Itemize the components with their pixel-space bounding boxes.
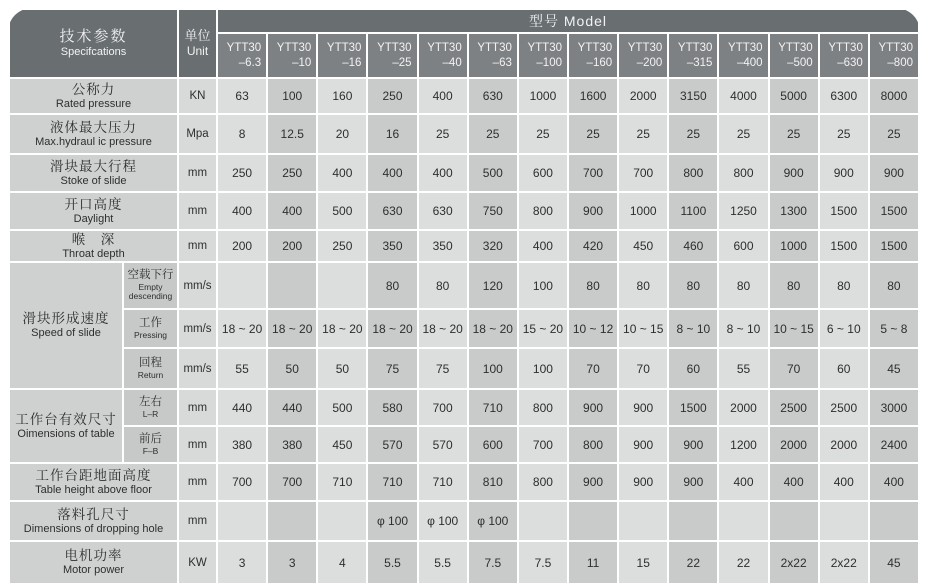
unit-cell: mm xyxy=(179,502,216,540)
data-cell: 570 xyxy=(419,427,467,462)
data-cell: 50 xyxy=(318,349,366,388)
data-cell: 6300 xyxy=(820,79,868,113)
row-label: 开口高度 Daylight xyxy=(10,193,177,229)
data-cell: 400 xyxy=(870,464,918,500)
data-cell: 7.5 xyxy=(519,542,567,583)
data-cell: φ 100 xyxy=(368,502,416,540)
data-cell: 80 xyxy=(368,263,416,308)
data-cell: 1250 xyxy=(719,193,767,229)
table-row xyxy=(10,542,918,583)
data-cell: 380 xyxy=(218,427,266,462)
model-column-header: YTT30 –100 xyxy=(519,34,567,77)
data-cell: 1600 xyxy=(569,79,617,113)
data-cell xyxy=(619,502,667,540)
data-cell: 2000 xyxy=(619,79,667,113)
data-cell xyxy=(318,502,366,540)
unit-cell: mm/s xyxy=(179,310,216,347)
row-label: 喉 深 Throat depth xyxy=(10,231,177,261)
data-cell: 60 xyxy=(820,349,868,388)
spec-header-en: Specifcations xyxy=(60,46,127,59)
row-sublabel: 回程 Return xyxy=(124,349,177,388)
row-group-label: 工作台有效尺寸 Oimensions of table xyxy=(10,390,122,462)
data-cell: 5.5 xyxy=(368,542,416,583)
data-cell: 8 ~ 10 xyxy=(719,310,767,347)
data-cell: 80 xyxy=(820,263,868,308)
row-label: 公称力 Rated pressure xyxy=(10,79,177,113)
data-cell: 900 xyxy=(619,390,667,425)
data-cell: 570 xyxy=(368,427,416,462)
model-header-row xyxy=(10,10,918,32)
data-cell: 350 xyxy=(368,231,416,261)
data-cell: 460 xyxy=(669,231,717,261)
data-cell: 70 xyxy=(619,349,667,388)
data-cell: 800 xyxy=(569,427,617,462)
data-cell: 15 ~ 20 xyxy=(519,310,567,347)
data-cell xyxy=(870,502,918,540)
table-row xyxy=(10,193,918,229)
data-cell: 250 xyxy=(368,79,416,113)
data-cell: 25 xyxy=(419,115,467,153)
data-cell: 380 xyxy=(268,427,316,462)
data-cell: 1000 xyxy=(619,193,667,229)
data-cell: 900 xyxy=(569,193,617,229)
data-cell: 800 xyxy=(669,155,717,191)
data-cell: 80 xyxy=(419,263,467,308)
table-row xyxy=(10,231,918,261)
data-cell: 18 ~ 20 xyxy=(318,310,366,347)
unit-cell: Mpa xyxy=(179,115,216,153)
data-cell: 630 xyxy=(419,193,467,229)
model-column-header: YTT30 –500 xyxy=(770,34,818,77)
data-cell: 400 xyxy=(820,464,868,500)
data-cell: 600 xyxy=(519,155,567,191)
data-cell: 22 xyxy=(719,542,767,583)
data-cell: 630 xyxy=(368,193,416,229)
data-cell: 580 xyxy=(368,390,416,425)
data-cell: 45 xyxy=(870,542,918,583)
data-cell: 710 xyxy=(419,464,467,500)
data-cell: 25 xyxy=(870,115,918,153)
data-cell: 3 xyxy=(218,542,266,583)
data-cell: 10 ~ 12 xyxy=(569,310,617,347)
data-cell: 900 xyxy=(820,155,868,191)
data-cell: 700 xyxy=(519,427,567,462)
data-cell: 100 xyxy=(469,349,517,388)
row-sublabel: 左右 L–R xyxy=(124,390,177,425)
data-cell: 60 xyxy=(669,349,717,388)
data-cell: 1200 xyxy=(719,427,767,462)
model-column-header: YTT30 –10 xyxy=(268,34,316,77)
data-cell: 400 xyxy=(770,464,818,500)
data-cell: 800 xyxy=(519,464,567,500)
table-row xyxy=(10,427,918,462)
data-cell: 160 xyxy=(318,79,366,113)
data-cell: 400 xyxy=(419,155,467,191)
data-cell: 5 ~ 8 xyxy=(870,310,918,347)
data-cell: 500 xyxy=(318,193,366,229)
unit-cell: mm/s xyxy=(179,263,216,308)
data-cell: 70 xyxy=(770,349,818,388)
data-cell: 700 xyxy=(619,155,667,191)
data-cell: 800 xyxy=(519,390,567,425)
data-cell: 450 xyxy=(619,231,667,261)
table-row xyxy=(10,390,918,425)
data-cell: 75 xyxy=(368,349,416,388)
data-cell: 420 xyxy=(569,231,617,261)
unit-cell: KW xyxy=(179,542,216,583)
data-cell: 710 xyxy=(368,464,416,500)
data-cell: 700 xyxy=(419,390,467,425)
data-cell: 25 xyxy=(569,115,617,153)
data-cell: 5.5 xyxy=(419,542,467,583)
data-cell: 2500 xyxy=(770,390,818,425)
data-cell: 440 xyxy=(218,390,266,425)
data-cell: 80 xyxy=(770,263,818,308)
data-cell: 630 xyxy=(469,79,517,113)
table-row xyxy=(10,502,918,540)
spec-table-wrap xyxy=(8,8,920,585)
unit-cell: mm xyxy=(179,193,216,229)
row-label: 滑块最大行程 Stoke of slide xyxy=(10,155,177,191)
data-cell: 600 xyxy=(469,427,517,462)
data-cell: 1000 xyxy=(519,79,567,113)
table-row xyxy=(10,263,918,308)
row-label: 落料孔尺寸 Dimensions of dropping hole xyxy=(10,502,177,540)
data-cell: 900 xyxy=(619,427,667,462)
model-column-header: YTT30 –630 xyxy=(820,34,868,77)
data-cell xyxy=(820,502,868,540)
data-cell: 22 xyxy=(669,542,717,583)
data-cell: 25 xyxy=(519,115,567,153)
data-cell: 200 xyxy=(268,231,316,261)
table-row xyxy=(10,79,918,113)
data-cell: 1500 xyxy=(870,193,918,229)
data-cell: 900 xyxy=(669,427,717,462)
data-cell xyxy=(318,263,366,308)
data-cell: 63 xyxy=(218,79,266,113)
row-label: 工作台距地面高度 Table height above floor xyxy=(10,464,177,500)
data-cell: 900 xyxy=(770,155,818,191)
data-cell: 1300 xyxy=(770,193,818,229)
row-group-label: 滑块形成速度 Speed of slide xyxy=(10,263,122,388)
data-cell: 4000 xyxy=(719,79,767,113)
data-cell: 2500 xyxy=(820,390,868,425)
model-column-header: YTT30 –63 xyxy=(469,34,517,77)
data-cell: 710 xyxy=(318,464,366,500)
data-cell xyxy=(770,502,818,540)
data-cell: 400 xyxy=(218,193,266,229)
row-sublabel: 工作 Pressing xyxy=(124,310,177,347)
unit-cell: mm xyxy=(179,155,216,191)
data-cell: 80 xyxy=(619,263,667,308)
data-cell: 700 xyxy=(569,155,617,191)
data-cell: 440 xyxy=(268,390,316,425)
data-cell: 55 xyxy=(719,349,767,388)
spec-table xyxy=(8,8,920,585)
data-cell: 8000 xyxy=(870,79,918,113)
unit-cell: mm xyxy=(179,464,216,500)
data-cell: 11 xyxy=(569,542,617,583)
data-cell: 900 xyxy=(569,464,617,500)
unit-header-zh: 单位 xyxy=(184,28,211,44)
data-cell xyxy=(268,502,316,540)
data-cell: 810 xyxy=(469,464,517,500)
data-cell: 1000 xyxy=(770,231,818,261)
data-cell: 100 xyxy=(519,349,567,388)
table-row xyxy=(10,115,918,153)
data-cell xyxy=(669,502,717,540)
table-row xyxy=(10,349,918,388)
table-row xyxy=(10,464,918,500)
data-cell: 400 xyxy=(268,193,316,229)
data-cell: 5000 xyxy=(770,79,818,113)
data-cell xyxy=(218,502,266,540)
data-cell: 3 xyxy=(268,542,316,583)
data-cell: 10 ~ 15 xyxy=(619,310,667,347)
data-cell: 3150 xyxy=(669,79,717,113)
spec-header-cell xyxy=(10,10,177,77)
data-cell: 75 xyxy=(419,349,467,388)
data-cell: 18 ~ 20 xyxy=(419,310,467,347)
data-cell: 18 ~ 20 xyxy=(268,310,316,347)
model-column-header: YTT30 –160 xyxy=(569,34,617,77)
data-cell: 80 xyxy=(569,263,617,308)
table-row xyxy=(10,310,918,347)
model-column-header: YTT30 –200 xyxy=(619,34,667,77)
model-header-cell: 型号 Model xyxy=(218,10,918,32)
data-cell xyxy=(218,263,266,308)
data-cell: 2000 xyxy=(820,427,868,462)
data-cell: 350 xyxy=(419,231,467,261)
unit-cell: mm xyxy=(179,390,216,425)
data-cell: 900 xyxy=(669,464,717,500)
data-cell: 1100 xyxy=(669,193,717,229)
data-cell: 2000 xyxy=(719,390,767,425)
data-cell: 2000 xyxy=(770,427,818,462)
data-cell: 900 xyxy=(619,464,667,500)
model-column-header: YTT30 –6.3 xyxy=(218,34,266,77)
data-cell: 1500 xyxy=(669,390,717,425)
unit-cell: mm xyxy=(179,231,216,261)
data-cell: 800 xyxy=(519,193,567,229)
data-cell: 18 ~ 20 xyxy=(469,310,517,347)
data-cell: 3000 xyxy=(870,390,918,425)
data-cell: 8 xyxy=(218,115,266,153)
unit-header-cell xyxy=(179,10,216,77)
data-cell: 710 xyxy=(469,390,517,425)
data-cell: 400 xyxy=(519,231,567,261)
row-sublabel: 空载下行 Empty descending xyxy=(124,263,177,308)
unit-header-en: Unit xyxy=(186,44,209,59)
data-cell: 45 xyxy=(870,349,918,388)
data-cell: 80 xyxy=(870,263,918,308)
data-cell: 8 ~ 10 xyxy=(669,310,717,347)
data-cell: 55 xyxy=(218,349,266,388)
spec-header-zh: 技术参数 xyxy=(59,27,128,45)
data-cell: 50 xyxy=(268,349,316,388)
data-cell: 2x22 xyxy=(820,542,868,583)
data-cell: 2x22 xyxy=(770,542,818,583)
data-cell: 12.5 xyxy=(268,115,316,153)
data-cell: 800 xyxy=(719,155,767,191)
data-cell: 25 xyxy=(770,115,818,153)
data-cell: 15 xyxy=(619,542,667,583)
model-column-header: YTT30 –315 xyxy=(669,34,717,77)
data-cell: 400 xyxy=(318,155,366,191)
unit-cell: mm xyxy=(179,427,216,462)
data-cell: 250 xyxy=(218,155,266,191)
data-cell: φ 100 xyxy=(419,502,467,540)
data-cell: 1500 xyxy=(820,193,868,229)
data-cell xyxy=(719,502,767,540)
row-label: 电机功率 Motor power xyxy=(10,542,177,583)
data-cell: 80 xyxy=(719,263,767,308)
data-cell xyxy=(519,502,567,540)
data-cell: 100 xyxy=(519,263,567,308)
data-cell: 700 xyxy=(218,464,266,500)
row-sublabel: 前后 F–B xyxy=(124,427,177,462)
data-cell: 750 xyxy=(469,193,517,229)
data-cell: 200 xyxy=(218,231,266,261)
data-cell: 1500 xyxy=(820,231,868,261)
data-cell: 2400 xyxy=(870,427,918,462)
data-cell xyxy=(268,263,316,308)
data-cell: 18 ~ 20 xyxy=(368,310,416,347)
data-cell: 250 xyxy=(268,155,316,191)
data-cell: 400 xyxy=(419,79,467,113)
data-cell: 4 xyxy=(318,542,366,583)
data-cell: 25 xyxy=(469,115,517,153)
data-cell: 6 ~ 10 xyxy=(820,310,868,347)
model-column-header: YTT30 –16 xyxy=(318,34,366,77)
data-cell: 25 xyxy=(719,115,767,153)
data-cell: 25 xyxy=(619,115,667,153)
data-cell: 400 xyxy=(368,155,416,191)
data-cell: φ 100 xyxy=(469,502,517,540)
data-cell xyxy=(569,502,617,540)
data-cell: 16 xyxy=(368,115,416,153)
data-cell: 500 xyxy=(318,390,366,425)
model-column-header: YTT30 –25 xyxy=(368,34,416,77)
row-label: 液体最大压力 Max.hydraul ic pressure xyxy=(10,115,177,153)
data-cell: 18 ~ 20 xyxy=(218,310,266,347)
data-cell: 20 xyxy=(318,115,366,153)
data-cell: 1500 xyxy=(870,231,918,261)
data-cell: 500 xyxy=(469,155,517,191)
data-cell: 600 xyxy=(719,231,767,261)
data-cell: 100 xyxy=(268,79,316,113)
data-cell: 320 xyxy=(469,231,517,261)
model-column-header: YTT30 –800 xyxy=(870,34,918,77)
data-cell: 400 xyxy=(719,464,767,500)
data-cell: 120 xyxy=(469,263,517,308)
model-column-header: YTT30 –400 xyxy=(719,34,767,77)
data-cell: 70 xyxy=(569,349,617,388)
data-cell: 25 xyxy=(820,115,868,153)
model-column-header: YTT30 –40 xyxy=(419,34,467,77)
unit-cell: KN xyxy=(179,79,216,113)
data-cell: 80 xyxy=(669,263,717,308)
data-cell: 900 xyxy=(870,155,918,191)
data-cell: 7.5 xyxy=(469,542,517,583)
data-cell: 250 xyxy=(318,231,366,261)
data-cell: 10 ~ 15 xyxy=(770,310,818,347)
data-cell: 25 xyxy=(669,115,717,153)
data-cell: 450 xyxy=(318,427,366,462)
data-cell: 900 xyxy=(569,390,617,425)
unit-cell: mm/s xyxy=(179,349,216,388)
table-row xyxy=(10,155,918,191)
data-cell: 700 xyxy=(268,464,316,500)
